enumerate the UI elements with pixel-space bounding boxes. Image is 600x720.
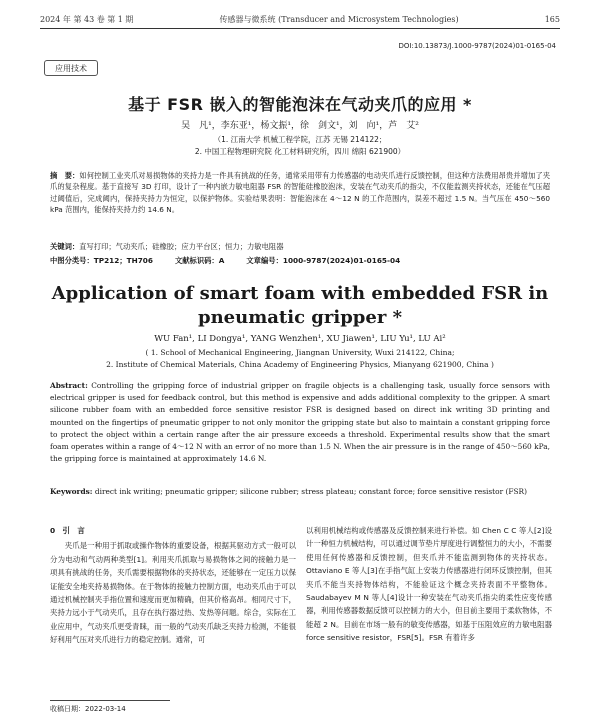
english-title-line-2: pneumatic gripper *	[198, 307, 402, 328]
body-column-right	[306, 524, 552, 645]
introduction-text-left: 夹爪是一种用于抓取或操作物体的重要设备，根据其驱动方式一般可以分为电动和气动两种类型[1]。利用夹爪抓取与易损物体之间的接触力是一项具有挑战的任务，夹爪需要根据物体的夹持状态，还能够在一定压力以保证能安全地夹持易损物体。在于物体的接触力控制方面，电动夹爪由于可以通过机械控制夹手指位置和速度而更加精确，但其价格高昂。相同尺寸下，夹持力远小于气动夹爪，且存在执行器过热、发热等问题。综合，实际在工业应用中，气动夹爪更受青睐，而一般的气动夹爪缺乏夹持力检测，不能很好利用气压对夹爪进行力的稳定控制。通常，可	[50, 541, 296, 645]
received-date: 收稿日期：2022-03-14	[50, 705, 126, 713]
english-abstract-text: Controlling the gripping force of industrial gripper on fragile objects is a challenging task, usually force sensors with electrical gripper is used for feedback control, but this method is expensive and adds additional complexity to the gripper. A smart silicone rubber foam with an embedded force sensitive resistor FSR is designed based on direct ink writing 3D printing and mounted on the fingertips of pneumatic gripper to not only monitor the gripping state but also to maintain a constant gripping force to protect the object within a certain range after the air pressure exceeds a threshold. Experimental results show that the smart foam operates within a range of 4～12 N with an error of no more than 1.5 N. When the air pressure is in the range of 450～560 kPa, the gripping force is maintained at approximately 14.6 N.	[50, 381, 550, 464]
chinese-keywords	[50, 242, 550, 252]
english-authors: WU Fan¹, LI Dongya¹, YANG Wenzhen¹, XU Jiawen¹, LIU Yu¹, LU Ai²	[154, 334, 446, 344]
introduction-text-right: 以利用机械结构或传感器及反馈控制来进行补偿。如 Chen C C 等人[2]设计一种恒力机械结构，可以通过调节垫片厚度进行调整恒力的大小，不需要使用任何传感器和反馈控制，但夹爪并不能监测到物体的夹持状态。Ottaviano E 等人[3]在手指气缸上安装力传感器进行闭环反馈控制，但其夹爪不能当夹持物体结构，不能验证这个概念夹持表面不平整物体。Saudabayev M N 等人[4]设计一种安装在气动夹爪指尖的柔性应变传感器，利用传感器数据反馈可以控制力的大小，但目前主要用于柔软物体，不能超 2 N。目前在市场一般有的敏变传感器，如基于压阻效应的力敏电阻器 force sensitive resistor，FSR[5]。FSR 有着许多	[306, 526, 552, 643]
chinese-abstract	[50, 170, 550, 216]
chinese-authors: 吴 凡¹，李东亚¹，杨文振¹，徐 剑文¹，刘 向¹，芦 艾²	[181, 121, 419, 131]
footnote-rule	[50, 700, 170, 701]
chinese-title: 基于 FSR 嵌入的智能泡沫在气动夹爪的应用 *	[128, 95, 472, 114]
page-number: 165	[544, 14, 560, 24]
english-keywords-text: direct ink writing; pneumatic gripper; silicone rubber; stress plateau; constant force; force sensitive resistor (FSR)	[94, 487, 528, 496]
chinese-affiliation-1: （1. 江南大学 机械工程学院，江苏 无锡 214122；	[213, 135, 387, 144]
category-label: 应用技术	[44, 60, 98, 76]
article-number: 文章编号：1000-9787(2024)01-0165-04	[246, 256, 401, 265]
english-keywords-label: Keywords:	[50, 487, 93, 496]
english-title-line-1: Application of smart foam with embedded FSR in	[51, 283, 549, 304]
doi: DOI:10.13873/J.1000-9787(2024)01-0165-04	[398, 42, 556, 50]
issue-info: 2024 年 第 43 卷 第 1 期	[40, 14, 134, 24]
english-abstract	[50, 380, 550, 465]
header-rule	[40, 28, 560, 29]
chinese-meta	[50, 256, 550, 266]
running-header	[40, 12, 560, 26]
chinese-keywords-text: 直写打印；气动夹爪；硅橡胶；应力平台区；恒力；力敏电阻器	[79, 242, 284, 251]
chinese-affiliation-2: 2. 中国工程物理研究院 化工材料研究所，四川 绵阳 621900）	[194, 147, 406, 156]
document-code: 文献标识码：A	[174, 256, 225, 265]
body-column-left	[50, 524, 296, 647]
chinese-keywords-label: 关键词：	[50, 242, 80, 251]
english-affiliation-2: 2. Institute of Chemical Materials, China Academy of Engineering Physics, Mianyang 621900, China )	[106, 360, 494, 369]
chinese-abstract-text: 如何控制工业夹爪对易损物体的夹持力是一件具有挑战的任务，通常采用带有力传感器的电动夹爪进行反馈控制，但这种方法费用昂贵并增加了夹爪的复杂程度。基于直接写 3D 打印，设计了一种内嵌力敏电阻器 FSR 的智能硅橡胶泡沫，安装在气动夹爪的指尖，不仅能监测夹持状态，还能在气压超过阈值后，完成阈内，保持夹持力为恒定，以保护物体。实验结果表明：智能泡沫在 4～12 N 的工作范围内，误差不超过 1.5 N。当气压在 450～560 kPa 范围内，能保持夹持力约 14.6 N。	[50, 171, 551, 215]
english-abstract-label: Abstract:	[50, 381, 88, 390]
english-affiliation-1: ( 1. School of Mechanical Engineering, Jiangnan University, Wuxi 214122, China;	[145, 348, 455, 357]
introduction-heading: 0 引 言	[50, 526, 85, 535]
clc-number: 中图分类号：TP212；TH706	[50, 256, 153, 265]
english-keywords	[50, 486, 550, 498]
chinese-abstract-label: 摘 要：	[50, 171, 80, 180]
journal-name: 传感器与微系统 (Transducer and Microsystem Technologies)	[219, 14, 459, 24]
english-title	[40, 282, 560, 330]
